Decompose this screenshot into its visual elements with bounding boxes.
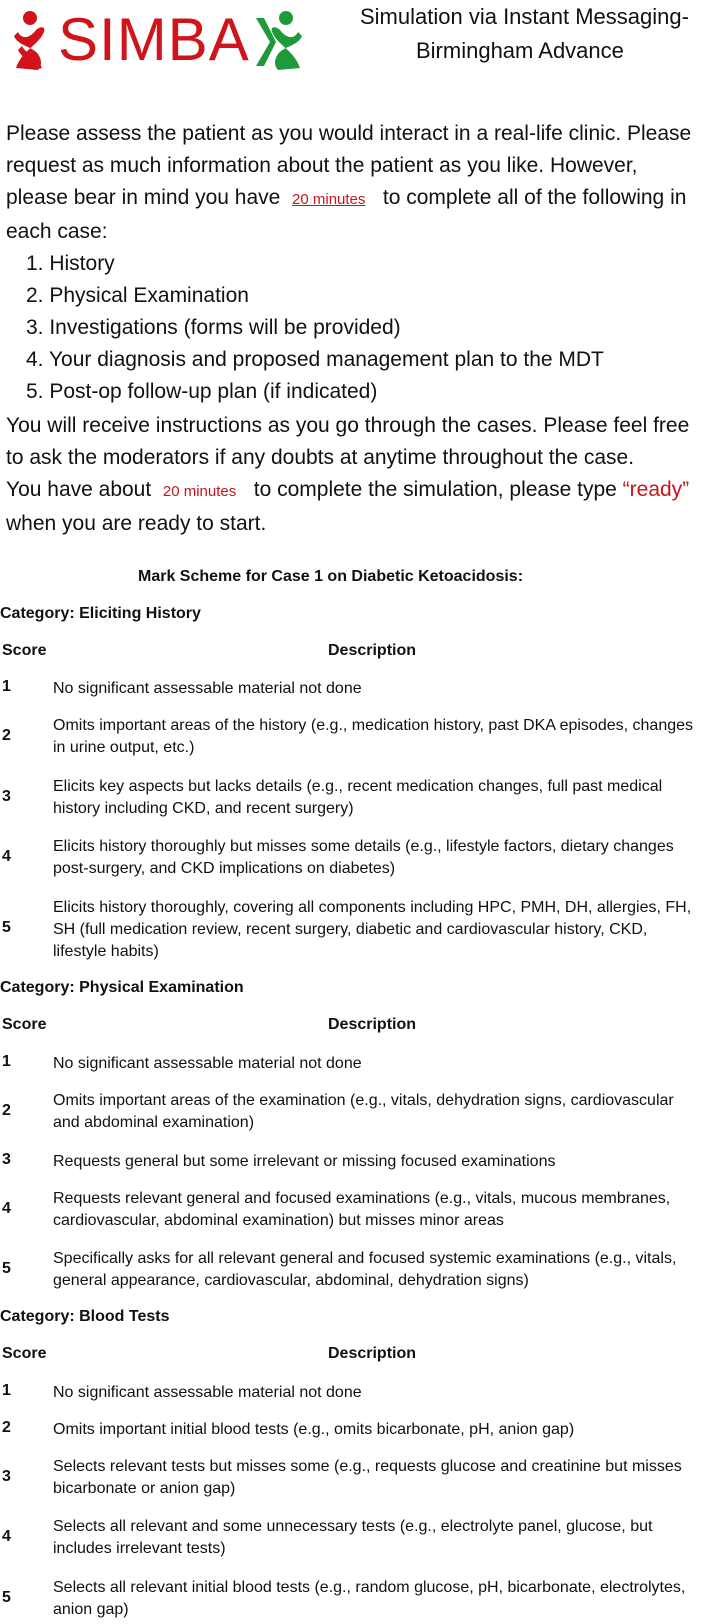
time-limit-2: 20 minutes bbox=[162, 483, 237, 500]
score-description: Omits important areas of the examination (e.g., vitals, dehydration signs, cardiovascular and abdominal examination) bbox=[53, 1092, 674, 1131]
score-value: 3 bbox=[2, 788, 11, 805]
simba-logo bbox=[8, 6, 308, 74]
description-header: Description bbox=[328, 1016, 417, 1033]
description-header: Description bbox=[328, 642, 417, 659]
instructions-text-5: when you are ready to start. bbox=[6, 512, 267, 535]
instructions-text-4: to complete the simulation, please type bbox=[253, 478, 617, 501]
score-value: 5 bbox=[2, 1260, 11, 1277]
instructions-paragraph-2: You will receive instructions as you go through the cases. Please feel free to ask the moderators if any doubts at anytime throughout the case. bbox=[6, 414, 690, 469]
score-value: 5 bbox=[2, 919, 11, 936]
score-header: Score bbox=[2, 642, 47, 659]
tagline-line1: Simulation via Instant Messaging- bbox=[360, 4, 689, 29]
score-value: 2 bbox=[2, 1419, 11, 1436]
score-value: 2 bbox=[2, 1102, 11, 1119]
score-description: Selects relevant tests but misses some (e.g., requests glucose and creatinine but misses bicarbonate or anion gap) bbox=[53, 1458, 682, 1497]
step-item: 5. Post-op follow-up plan (if indicated) bbox=[26, 380, 378, 403]
time-limit-1: 20 minutes bbox=[292, 191, 366, 208]
score-header: Score bbox=[2, 1345, 47, 1362]
step-item: 4. Your diagnosis and proposed management plan to the MDT bbox=[26, 348, 604, 371]
score-value: 1 bbox=[2, 678, 11, 695]
score-description: Omits important areas of the history (e.g., medication history, past DKA episodes, changes in urine output, etc.) bbox=[53, 717, 694, 756]
score-value: 4 bbox=[2, 1528, 11, 1545]
score-description: Selects all relevant and some unnecessary tests (e.g., electrolyte panel, glucose, but includes irrelevant tests) bbox=[53, 1518, 653, 1557]
score-description: No significant assessable material not done bbox=[53, 680, 362, 697]
score-description: Elicits history thoroughly, covering all components including HPC, PMH, DH, allergies, FH, SH (full medication review, recent surgery, diabetic and cardiovascular history, CKD, lifestyle habits) bbox=[53, 899, 692, 960]
step-item: 3. Investigations (forms will be provided) bbox=[26, 316, 401, 339]
mark-scheme-title: Mark Scheme for Case 1 on Diabetic Ketoacidosis: bbox=[138, 568, 524, 585]
instructions-footer bbox=[6, 410, 701, 540]
score-value: 3 bbox=[2, 1151, 11, 1168]
tagline-line2: Birmingham Advance bbox=[416, 38, 624, 63]
logo-text: SIMBA bbox=[58, 6, 250, 73]
category-heading: Category: Physical Examination bbox=[0, 979, 244, 996]
score-value: 5 bbox=[2, 1589, 11, 1606]
steps-list bbox=[6, 248, 701, 408]
instructions-paragraph-3 bbox=[6, 474, 701, 540]
score-description: No significant assessable material not done bbox=[53, 1384, 362, 1401]
category-heading: Category: Eliciting History bbox=[0, 605, 201, 622]
green-ribbon-icon bbox=[256, 11, 302, 70]
category-heading: Category: Blood Tests bbox=[0, 1308, 170, 1325]
score-description: Elicits history thoroughly but misses some details (e.g., lifestyle factors, dietary changes post-surgery, and CKD implications on diabetes) bbox=[53, 838, 674, 877]
red-ribbon-icon bbox=[14, 11, 44, 70]
score-value: 1 bbox=[2, 1053, 11, 1070]
description-header: Description bbox=[328, 1345, 417, 1362]
score-value: 3 bbox=[2, 1468, 11, 1485]
step-item: 2. Physical Examination bbox=[26, 284, 249, 307]
instructions bbox=[6, 118, 701, 408]
score-description: Requests general but some irrelevant or missing focused examinations bbox=[53, 1153, 556, 1170]
instructions-paragraph-1 bbox=[6, 118, 701, 248]
instructions-text-2: to complete all of the following in each case: bbox=[6, 186, 687, 243]
instructions-text-1: Please assess the patient as you would interact in a real-life clinic. Please request as much information about the patient as you like. However, please bear in mind you have bbox=[6, 122, 692, 209]
score-value: 1 bbox=[2, 1382, 11, 1399]
score-description: Requests relevant general and focused examinations (e.g., vitals, mucous membranes, cardiovascular, abdominal examination) but misses minor areas bbox=[53, 1190, 671, 1229]
score-value: 4 bbox=[2, 1200, 11, 1217]
score-description: Elicits key aspects but lacks details (e.g., recent medication changes, full past medical history including CKD, and recent surgery) bbox=[53, 778, 663, 817]
score-description: No significant assessable material not done bbox=[53, 1055, 362, 1072]
score-description: Omits important initial blood tests (e.g., omits bicarbonate, pH, anion gap) bbox=[53, 1421, 575, 1438]
score-value: 4 bbox=[2, 848, 11, 865]
step-item: 1. History bbox=[26, 252, 115, 275]
score-header: Score bbox=[2, 1016, 47, 1033]
score-description: Selects all relevant initial blood tests (e.g., random glucose, pH, bicarbonate, electrolytes, anion gap) bbox=[53, 1579, 686, 1618]
score-description: Specifically asks for all relevant general and focused systemic examinations (e.g., vitals, general appearance, cardiovascular, abdominal, dehydration signs) bbox=[53, 1250, 677, 1289]
header bbox=[0, 0, 709, 80]
instructions-text-3: You have about bbox=[6, 478, 152, 501]
ready-keyword: “ready” bbox=[622, 478, 690, 501]
score-value: 2 bbox=[2, 727, 11, 744]
